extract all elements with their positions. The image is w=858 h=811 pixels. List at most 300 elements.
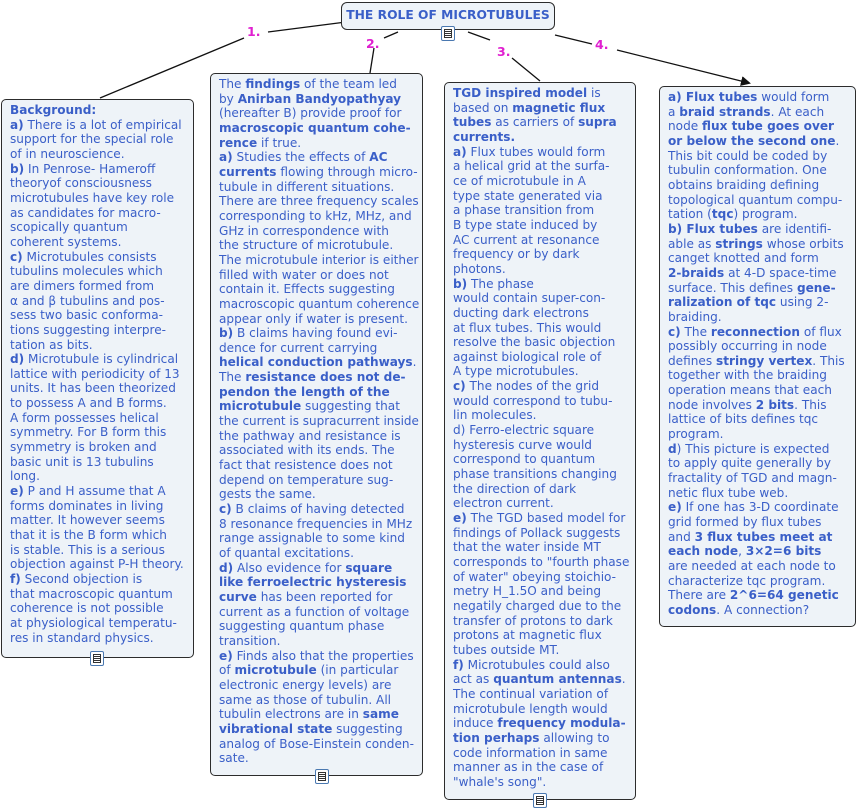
text-run: . This [794,397,827,412]
text-run: at physiological temperatu- [10,615,177,630]
text-line [453,203,630,218]
text-run: If one has 3-D coordinate [681,500,839,515]
text-line [668,295,850,310]
bold-text: a) [453,144,467,159]
text-run: The nodes of the grid [465,379,600,394]
text-run: symmetry. For B form this [10,425,167,440]
text-line [668,500,850,515]
bold-text: like ferroelectric hysteresis [219,575,407,590]
text-run: In Penrose- Hameroff [24,161,156,176]
text-line [219,663,417,678]
text-line [219,224,417,239]
text-run: would form [757,90,830,104]
text-run: The [219,370,246,385]
text-line [10,367,188,382]
text-line [10,587,188,602]
text-line [453,438,630,453]
text-line [219,253,417,268]
text-line [668,207,850,222]
text-line [10,484,188,499]
text-line [219,546,417,561]
text-run: The [680,324,711,339]
text-line [668,339,850,354]
text-line [10,220,188,235]
text-line [668,412,850,427]
text-run: ) program. [733,207,798,222]
bold-text: each node [668,544,739,559]
text-run: matter. It however seems [10,513,165,528]
text-run: obtains braiding defining [668,177,820,192]
link-line-2 [384,32,398,38]
text-line [453,555,630,570]
text-line [219,634,417,649]
text-line [668,222,850,237]
text-run: GHz in correspondence with [219,223,389,238]
text-line [453,584,630,599]
text-line [10,425,188,440]
text-run: Second objection is [20,572,143,586]
text-line [10,499,188,514]
text-run: d) Ferro-electric square [453,423,595,438]
text-run: objection against P-H theory. [10,557,184,572]
text-line [10,528,188,543]
text-line [10,381,188,396]
bold-text: findings [245,77,301,91]
text-line [453,218,630,233]
text-run: tubulin electrons are in [219,707,363,722]
text-run: ducting dark electrons [453,305,589,320]
text-run: together with the braiding [668,368,827,383]
text-line [453,130,630,145]
bold-text: stringy vertex [716,353,813,368]
title-node[interactable]: THE ROLE OF MICROTUBULES [341,2,555,30]
text-line [453,702,630,717]
concept-tgd-model[interactable] [444,82,636,800]
text-line [10,601,188,616]
bold-text: helical conduction pathways [219,355,413,370]
text-line [10,191,188,206]
text-run: Microtubules could also [463,657,610,672]
text-run: type state generated via [453,188,603,203]
text-run: The continual variation of [453,686,609,701]
text-line [219,165,417,180]
text-run: induce [453,716,498,731]
text-line [219,238,417,253]
text-run: to possess A and B forms. [10,396,167,411]
bold-text: curve [219,589,257,604]
text-run: the direction of dark [453,481,577,496]
text-line [219,136,417,151]
bold-text: c) [453,379,466,394]
text-line [219,707,417,722]
text-run: is stable. This is a serious [10,542,165,557]
text-run: B claims of having detected [231,502,405,517]
text-line [453,291,630,306]
bold-text: Background: [10,103,97,117]
text-line [453,775,630,790]
text-run: coherence is not possible [10,601,164,616]
text-run: the structure of microtubule. [219,238,394,253]
text-run: dence for current carrying [219,340,378,355]
text-run: at flux tubes. This would [453,320,602,335]
text-line [219,385,417,400]
text-line [219,751,417,766]
text-run: associated with its ends. The [219,443,395,458]
document-icon[interactable] [533,793,547,808]
concept-background[interactable] [1,99,194,658]
bold-text: f) [453,657,464,672]
text-line [10,308,188,323]
text-line [453,760,630,775]
text-run: a helical grid at the surfa- [453,159,610,174]
text-run: sess two basic conforma- [10,308,163,323]
text-run: The microtubule interior is either [219,252,419,267]
text-run: (in particular [316,663,399,678]
text-line [10,338,188,353]
text-run: manner as in the case of [453,760,604,775]
bold-text: Anirban Bandyopathyay [237,91,402,106]
text-run: . [621,672,626,687]
text-line [219,150,417,165]
document-icon[interactable] [90,651,104,666]
text-line [453,247,630,262]
bold-text: b) [219,326,234,341]
text-line [10,469,188,484]
text-line [453,526,630,541]
bold-text: currents [219,164,277,179]
text-run: The TGD based model for [466,511,626,526]
text-line [453,746,630,761]
bold-text: or below the second one [668,133,836,148]
bold-text: same [362,707,399,722]
bold-text: microtubule [234,663,317,678]
text-line [10,352,188,367]
text-line [453,482,630,497]
bold-text: supra [578,115,617,130]
text-run: tubulin conformation. One [668,163,827,178]
link-label-1: 1. [247,24,261,39]
text-line [219,92,417,107]
bold-text: tubes [453,115,492,130]
text-run: , [738,544,746,559]
text-line [219,194,417,209]
text-run: units. It has been theorized [10,381,176,396]
text-run: is [587,86,601,100]
text-line [219,649,417,664]
text-run: tation ( [668,207,712,222]
text-line [219,531,417,546]
text-line [668,368,850,383]
text-run: whose orbits [762,236,844,251]
bold-text: currents. [453,129,516,144]
bold-text: flux tube goes over [702,119,835,134]
text-line [10,513,188,528]
text-line [219,121,417,136]
text-line [219,355,417,370]
text-run: code information in same [453,745,608,760]
text-run: against biological role of [453,349,602,364]
text-line [10,250,188,265]
text-line [668,119,850,134]
text-line [668,134,850,149]
text-run: A type microtubules. [453,364,579,379]
text-line [219,414,417,429]
text-run: of water" obeying stoichio- [453,569,617,584]
text-line [668,237,850,252]
text-line [453,350,630,365]
link-line-1 [268,22,346,32]
bold-text: d) [10,352,25,367]
text-run: . [412,355,417,370]
text-run: has been reported for [256,589,393,604]
text-run: correspond to quantum [453,452,596,467]
text-run: the current is supracurrent inside [219,414,419,429]
text-line [668,105,850,120]
text-run: same as those of tubulin. All [219,692,392,707]
text-run: AC current at resonance [453,232,600,247]
bold-text: a) [219,150,233,165]
text-run: braiding. [668,309,722,324]
text-run: a [668,104,680,119]
text-line [453,408,630,423]
text-run: current as a function of voltage [219,604,410,619]
bold-text: 3×2=6 bits [745,544,822,559]
text-line [10,396,188,411]
bold-text: d) [219,560,234,575]
text-line [10,440,188,455]
text-line [668,354,850,369]
text-line [219,282,417,297]
text-run: Flux tubes would form [466,144,606,159]
text-run: forms dominates in living [10,498,164,513]
text-run: and [668,529,695,544]
text-run: flowing through micro- [276,164,418,179]
text-run: ) This picture is expected [676,441,830,456]
text-run: long. [10,469,40,484]
bold-text: codons [668,602,717,617]
text-line [219,487,417,502]
text-run: that it is the B form which [10,528,167,543]
text-run: to apply quite generally by [668,456,831,471]
text-run: . This [812,353,845,368]
text-run: findings of Pollack suggests [453,525,621,540]
link-label-3: 3. [497,44,511,59]
text-run: basic unit is 13 tubulins [10,454,154,469]
text-line [453,614,630,629]
text-line [453,540,630,555]
text-run: appear only if water is present. [219,311,408,326]
bold-text: 2-braids [668,265,725,280]
text-run: tation as bits. [10,337,93,352]
text-run: There are [668,588,730,603]
text-run: transfer of protons to dark [453,613,613,628]
bold-text: frequency modula- [497,716,626,731]
text-line [668,515,850,530]
text-run: depend on temperature sug- [219,472,394,487]
bold-text: c) [10,249,23,264]
text-run: act as [453,672,494,687]
text-line [219,575,417,590]
text-run: that the water inside MT [453,540,601,555]
text-run: of flux [799,324,842,339]
text-line [219,326,417,341]
text-line [10,323,188,338]
text-line [10,631,188,646]
text-run: contain it. Effects suggesting [219,282,395,297]
link-line-3 [468,32,490,40]
text-line [668,251,850,266]
text-run: would correspond to tubu- [453,393,613,408]
text-run: Microtubules consists [22,249,157,264]
text-line [668,149,850,164]
document-icon[interactable] [315,769,329,784]
text-run: node [668,119,703,134]
text-line [453,86,630,101]
bold-text: AC [369,150,388,165]
text-line [453,511,630,526]
text-line [219,370,417,385]
text-line [668,442,850,457]
text-line [453,277,630,292]
text-line [219,605,417,620]
text-run: surface. This defines [668,280,797,295]
concept-flux-tubes[interactable] [659,86,856,627]
text-line [219,77,417,92]
text-line [10,264,188,279]
link-line-2b [370,48,374,73]
text-line [219,296,420,312]
text-run: electronic energy levels) are [219,677,392,692]
text-line [668,325,850,340]
text-run: negatily charged due to the [453,598,622,613]
text-run: Also evidence for [233,560,346,575]
text-line [453,643,630,658]
bold-text: rence [219,135,258,150]
text-line [219,429,417,444]
text-run: . [835,133,840,148]
text-line [453,496,630,511]
text-line [10,455,188,470]
text-run: There are three frequency scales [219,194,419,209]
bold-text: b) [10,161,25,176]
text-line [453,321,630,336]
text-run: lin molecules. [453,408,537,423]
bold-text: gene- [796,280,836,295]
text-run: resolve the basic objection [453,335,616,350]
text-line [453,716,630,731]
text-line [219,399,417,414]
text-line [453,189,630,204]
bold-text: c) [668,324,681,339]
text-line [668,559,850,574]
text-run: metry H_1.5O and being [453,584,602,599]
text-run: scopically quantum [10,220,128,235]
text-run: as candidates for macro- [10,205,161,220]
bold-text: magnetic flux [512,100,606,115]
bold-text: e) [453,511,467,526]
document-icon[interactable] [441,26,455,41]
text-run: of [219,663,235,678]
bold-text: d [668,441,677,456]
text-run: the pathway and resistance is [219,428,401,443]
text-run: theoryof consciousness [10,176,152,191]
bold-text: e) [668,500,682,515]
text-line [219,722,417,737]
bold-text: macroscopic quantum cohe- [219,120,411,135]
text-line [219,590,417,605]
text-line [219,678,417,693]
text-line [10,206,188,221]
text-line [453,159,630,174]
text-line [668,427,850,442]
text-line [219,737,417,752]
text-run: allowing to [539,730,610,745]
bold-text: tion perhaps [453,730,540,745]
text-run: There is a lot of empirical [23,117,182,132]
bold-text: strings [715,236,763,251]
text-line [453,335,630,350]
text-line [668,266,850,281]
text-run: support for the special role [10,132,174,147]
bold-text: b) [453,276,468,291]
bold-text: braid strands [679,104,771,119]
text-line [453,599,630,614]
text-run: canget knotted and form [668,251,819,266]
text-run: tions suggesting interpre- [10,322,167,337]
text-line [668,281,850,296]
text-line [668,471,850,486]
text-line [219,209,417,224]
text-line [219,502,417,517]
text-run: node involves [668,397,756,412]
text-line [668,193,850,208]
concept-findings[interactable] [210,73,423,776]
text-line [10,118,188,133]
link-line-4b [617,50,749,83]
bold-text: a) [10,117,24,132]
text-line [219,312,417,327]
bold-text: e) [219,648,233,663]
bold-text: square [345,560,393,575]
text-line [453,423,630,438]
text-line [453,687,630,702]
text-line [219,473,417,488]
text-line [219,561,417,576]
text-line [10,557,188,572]
text-run: "whale's song". [453,774,547,789]
text-run: (hereafter B) provide proof for [219,106,402,121]
text-run: The [219,77,246,91]
text-line [219,106,417,121]
text-run: The phase [467,276,534,291]
text-line [453,570,630,585]
text-run: phase transitions changing [453,467,617,482]
text-line [668,530,850,545]
bold-text: b) Flux tubes [668,221,758,236]
text-run: macroscopic quantum coherence [219,296,420,311]
text-line [453,628,630,643]
text-run: res in standard physics. [10,630,154,645]
text-run: B claims having found evi- [233,326,398,341]
text-line [10,132,188,147]
text-line [10,572,188,587]
bold-text: a) Flux tubes [668,90,758,104]
text-run: at 4-D space-time [724,265,837,280]
text-line [668,588,850,603]
text-run: are dimers formed from [10,278,155,293]
text-run: hysteresis curve would [453,437,592,452]
text-line [453,306,630,321]
